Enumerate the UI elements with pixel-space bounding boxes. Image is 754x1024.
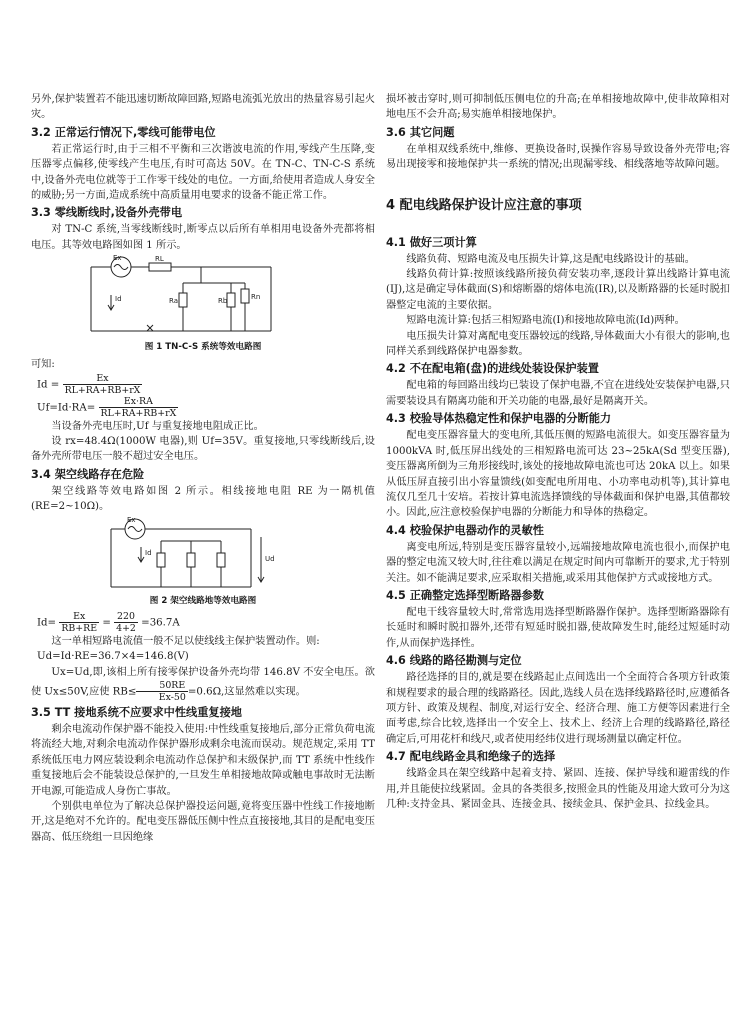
- paragraph: 在单相双线系统中,维修、更换设备时,误操作容易导致设备外壳带电;容易出现接零和接地保护共一系统的情况;出现漏零线、相线落地等故障问题。: [386, 143, 730, 171]
- right-column: [386, 92, 730, 812]
- section-heading-3-5: 3.5 TT 接地系统不应要求中性线重复接地: [31, 705, 242, 719]
- paragraph: 对 TN-C 系统,当零线断线时,断零点以后所有单相用电设备外壳都将相电压。其等效电路图如图 1 所示。: [31, 224, 375, 251]
- section-heading-4-1: 4.1 做好三项计算: [386, 235, 477, 249]
- section-heading-4-3: 4.3 校验导体热稳定性和保护电器的分断能力: [386, 412, 612, 426]
- section-heading-3-6: 3.6 其它问题: [386, 125, 455, 139]
- section-heading-4-4: 4.4 校验保护电器动作的灵敏性: [386, 523, 544, 537]
- figure-2-caption: 图 2 架空线路地等效电路图: [149, 595, 257, 606]
- section-heading-3-4: 3.4 架空线路存在危险: [31, 467, 145, 481]
- paragraph: 配电箱的每回路出线均已装设了保护电器,不宜在进线处安装保护电器,只需要装设具有隔离功能和开关功能的电器,最好是隔离开关。: [386, 380, 730, 407]
- paragraph: 配电干线容量较大时,常常选用选择型断路器作保护。选择型断路器除有长延时和瞬时脱扣器外,还带有短延时脱扣器,使故障发生时,能经过短延时动作,从而保护选择性。: [386, 606, 730, 649]
- label-ex: Ex: [127, 516, 136, 524]
- paragraph: 个别供电单位为了解决总保护器投运问题,竟将变压器中性线工作接地断开,这是绝对不允许的。配电变压器低压侧中性点直接接地,其目的是配电变压器高、低压绕组一旦因绝缘: [31, 800, 375, 843]
- equation-5: Ux=Ud,即,该相上所有接零保护设备外壳均带 146.8V 不安全电压。欲使 Ux≤50V,应使 RB≤ $\frac{50RE}{Ex-50}$ =0.6Ω,这显然难以实现。: [31, 666, 375, 703]
- label-id: Id: [145, 548, 152, 557]
- paragraph: 路径选择的目的,就是要在线路起止点间选出一个全面符合各项方针政策和规程要求的最合理的线路路径。因此,选线人员在选择线路路径时,应遵循各项方针、政策及规程、制度,对运行安全、经济合理、施工方便等因素进行全面考虑,综合比较,选择出一个安全上、技术上、经济上合理的线路路径,路径确定后,可用花杆和线尺,或者使用经纬仪进行现场测量以确定杆位。: [386, 672, 730, 745]
- paragraph: 离变电所远,特别是变压器容量较小,远端接地故障电流也很小,而保护电器的整定电流又较大时,往往难以满足在规定时间内可靠断开的要求,尤于特别关注。如不能满足要求,应采取相关措施,或采用其他保护方式或接地方式。: [386, 541, 730, 584]
- text-ke-zhi: 可知:: [31, 359, 55, 371]
- label-rl: RL: [155, 255, 164, 264]
- paragraph: 线路金具在架空线路中起着支持、紧固、连接、保护导线和避雷线的作用,并且能使拉线紧固。金具的各类很多,按照金具的性能及用途大致可分为这几种:支持金具、紧固金具、连接金具、接续金具、保护金具、拉线金具。: [386, 768, 730, 810]
- equation-3: Id= $\frac{Ex}{RB+RE}$ = $\frac{220}{4+2}$ =36.7A: [37, 610, 180, 634]
- section-heading-3-3: 3.3 零线断线时,设备外壳带电: [31, 206, 183, 220]
- circuit-diagram-2: [101, 517, 281, 595]
- paragraph: 当设备外壳电压时,Uf 与重复接地电阻成正比。: [51, 420, 264, 432]
- label-rb: Rb: [218, 297, 228, 306]
- section-heading-4-6: 4.6 线路的路径勘测与定位: [386, 654, 522, 668]
- figure-1: [81, 255, 375, 341]
- section-heading-4-7: 4.7 配电线路金具和绝缘子的选择: [386, 750, 556, 764]
- circuit-diagram-1: [81, 255, 311, 341]
- left-column: [31, 92, 375, 845]
- paragraph: 电压损失计算对离配电变压器较远的线路,导体截面大小有很大的影响,也同样关系到线路保护电器参数。: [386, 330, 730, 358]
- section-heading-4-5: 4.5 正确整定选择型断路器参数: [386, 588, 544, 602]
- label-ex: Ex: [113, 255, 122, 263]
- figure-1-caption: 图 1 TN-C-S 系统等效电路图: [144, 342, 262, 353]
- paragraph: 这一单相短路电流值一般不足以使线线主保护装置动作。则:: [51, 635, 320, 647]
- label-rn: Rn: [251, 293, 261, 302]
- section-heading-4: 4 配电线路保护设计应注意的事项: [386, 197, 582, 213]
- paragraph: 线路负荷、短路电流及电压损失计算,这是配电线路设计的基础。: [406, 253, 695, 265]
- paragraph: 设 rx=48.4Ω(1000W 电器),则 Uf=35V。重复接地,只零线断线后,设备外壳所带电压一般不超过安全电压。: [31, 436, 375, 463]
- equation-1: Id = $\frac{Ex}{RL+RA+RB+rX}$: [37, 372, 141, 396]
- equation-2: Uf=Id·RA= $\frac{Ex\cdot RA}{RL+RA+RB+rX}$: [37, 395, 177, 419]
- label-ra: Ra: [169, 297, 178, 306]
- label-ud: Ud: [265, 554, 275, 563]
- paragraph: 若正常运行时,由于三相不平衡和三次谐波电流的作用,零线产生压降,变压器零点偏移,使零线产生电压,有时可高达 50V。在 TN-C、TN-C-S 系统中,设备外壳电位就等于工作零干线处的电位。一方面,给使用者造成人身安全的威胁;另一方面,造成系统中高质量用电要求的设备不能正常工作。: [31, 143, 375, 202]
- paragraph: 剩余电流动作保护器不能投入使用:中性线重复接地后,部分正常负荷电流将流经大地,对剩余电流动作保护器形成剩余电流而误动。规范规定,采用 TT 系统低压电力网应装设剩余电流动作总保护和末级保护,而 TT 系统中性线作重复接地后会不能装设总保护的,一旦发生单相接地故障或触电事故时无法断开电源,可能造成人身伤亡事故。: [31, 723, 375, 797]
- paragraph: 另外,保护装置若不能迅速切断故障回路,短路电流弧光放出的热量容易引起火灾。: [31, 94, 375, 121]
- paragraph: 损坏被击穿时,则可抑制低压侧电位的升高;在单相接地故障中,使非故障相对地电压不会升高;易实施单相接地保护。: [386, 94, 730, 121]
- equation-4: Ud=Id·RE=36.7×4=146.8(V): [37, 651, 189, 663]
- section-heading-4-2: 4.2 不在配电箱(盘)的进线处装设保护装置: [386, 362, 599, 376]
- label-id: Id: [115, 295, 122, 304]
- paragraph: 线路负荷计算:按照该线路所接负荷安装功率,逐段计算出线路计算电流(IJ),这是确定导体截面(S)和熔断器的熔体电流(IR),以及断路器的长延时脱扣器整定电流的主要依据。: [386, 269, 730, 311]
- paragraph: 配电变压器容量大的变电所,其低压侧的短路电流很大。如变压器容量为 1000kVA 时,低压屏出线处的三相短路电流可达 23~25kA(Sd 型变压器),变压器离所倒为三角形接线时,该处的接地故障电流也可达 20kA 以上。如果从低压屏直接引出小容量馈线(如变配电所用电、小功率电动机等),其计算电流仅几至几十安培。若按计算电流选择馈线的导体截面和保护电器,其值都较小。因此,应注意校验保护电器的分断能力和导体的热稳定。: [386, 430, 730, 519]
- paragraph: 短路电流计算:包括三相短路电流(I)和接地故障电流(Id)两种。: [406, 315, 685, 327]
- paragraph: 架空线路等效电路如图 2 所示。相线接地电阻 RE 为一隔机值(RE=2~10Ω)。: [31, 485, 375, 513]
- figure-2: [101, 517, 375, 595]
- section-heading-3-2: 3.2 正常运行情况下,零线可能带电位: [31, 125, 216, 139]
